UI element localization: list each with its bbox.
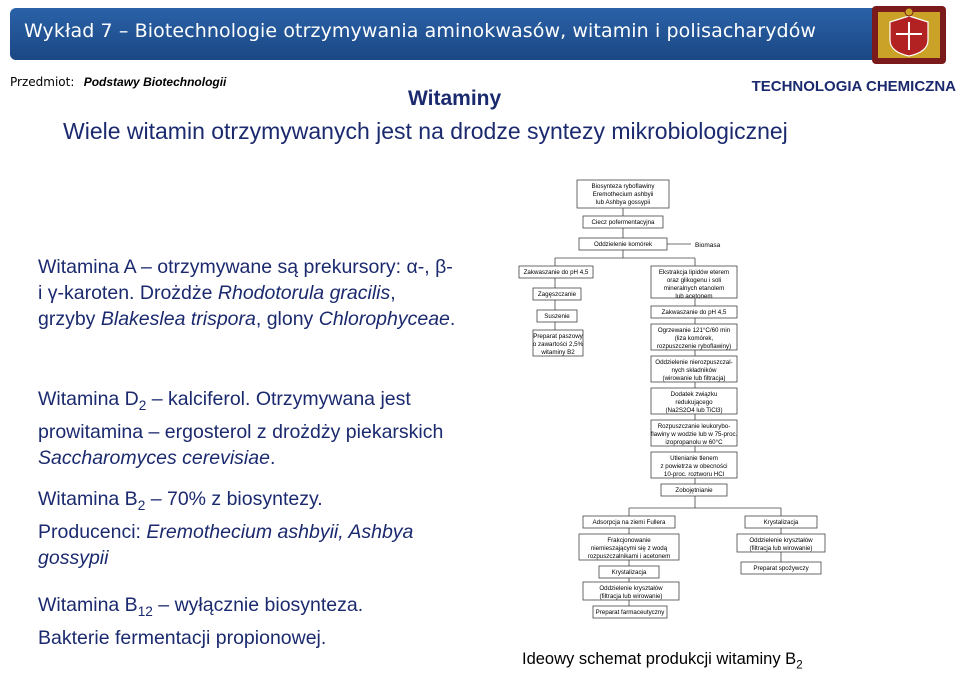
- flow-box-label: Krystalizacja: [611, 569, 647, 576]
- flow-box-label: lub acetonem: [675, 293, 713, 300]
- subject-prefix: Przedmiot:: [10, 75, 75, 89]
- flow-box-label: 10-proc. roztworu HCl: [663, 471, 725, 478]
- subscript: 12: [137, 603, 153, 619]
- flow-box-label: Utlenianie tlenem: [670, 455, 718, 462]
- flow-box-label: Dodatek związku: [670, 391, 718, 398]
- text-run: – kalciferol. Otrzymywana jest prowitamina – ergosterol z drożdży piekarskich: [38, 388, 444, 443]
- text-run: Bakterie fermentacji propionowej.: [38, 626, 327, 649]
- slide-header: [10, 8, 915, 60]
- text-run: Saccharomyces cerevisiae: [38, 446, 270, 469]
- vitamin-a-paragraph: [38, 254, 458, 332]
- flow-box-label: z powietrza w obecności: [660, 463, 728, 470]
- text-run: Witamina D: [38, 388, 139, 410]
- flow-box-label: (Na2S2O4 lub TiCl3): [665, 407, 723, 414]
- text-run: , grzyby: [38, 282, 396, 330]
- flow-box-label: Oddzielenie kryształów: [749, 537, 813, 544]
- text-run: Witamina A – otrzymywane są prekursory: α-, β- i γ-karoten. Drożdże: [38, 256, 453, 304]
- flow-box-label: Frakcjonowanie: [607, 537, 651, 544]
- flow-box-label: redukującego: [675, 399, 713, 406]
- text-run: .: [449, 308, 456, 330]
- flow-box-label: Oddzielenie komórek: [593, 241, 653, 248]
- text-run: Witamina B: [38, 488, 138, 510]
- flow-box-label: lub Ashbya gossypii: [595, 199, 651, 206]
- flow-box-label: witaminy B2: [541, 349, 575, 356]
- flow-box-label: Oddzielenie kryształów: [599, 585, 663, 592]
- flow-box-label: Ciecz pofermentacyjna: [591, 219, 655, 226]
- text-run: Chlorophyceae: [318, 308, 450, 330]
- flow-box-label: nych składników: [671, 367, 717, 374]
- text-run: Eremothecium ashbyii, Ashbya gossypii: [38, 520, 414, 569]
- flow-box-label: (filtracja lub wirowanie): [749, 545, 813, 552]
- flow-box-label: mineralnych etanolem: [663, 285, 725, 292]
- slide-subtitle: Wiele witamin otrzymywanych jest na drodze syntezy mikrobiologicznej: [63, 118, 788, 144]
- subscript: 2: [138, 397, 147, 413]
- flow-box-label: oraz glikogenu i soli: [666, 277, 722, 284]
- flow-box-label: rozpuszczenie ryboflawiny): [656, 343, 732, 350]
- flow-box-label: Ekstrakcja lipidów eterem: [658, 269, 730, 276]
- flow-box-label: Krystalizacja: [763, 519, 799, 526]
- biomass-label: Biomasa: [695, 242, 721, 249]
- flow-box-label: Zobojętnianie: [675, 487, 713, 494]
- caption-subscript: 2: [796, 659, 803, 672]
- flow-box-label: (liza komórek,: [674, 335, 714, 342]
- text-run: Rhodotorula gracilis: [217, 282, 391, 304]
- slide-title: Witaminy: [408, 87, 502, 110]
- subscript: 2: [137, 497, 146, 513]
- vitamin-d-paragraph: [38, 386, 458, 471]
- flow-box-label: Preparat farmaceutyczny: [595, 609, 665, 616]
- text-run: – wyłącznie biosynteza.: [152, 594, 364, 616]
- diagram-caption: [522, 650, 803, 671]
- flow-box-label: izopropanolu w 60°C: [665, 439, 723, 446]
- vitamin-b2-paragraph: [38, 486, 458, 571]
- flow-box-label: (filtracja lub wirowanie): [599, 593, 663, 600]
- vitamin-b12-paragraph: [38, 592, 458, 651]
- flow-box-label: Eremothecium ashbyii: [592, 191, 654, 198]
- flow-box-label: (wirowanie lub filtracja): [662, 375, 726, 382]
- flow-box-label: rozpuszczalnikami i acetonem: [587, 553, 671, 560]
- caption-text: Ideowy schemat produkcji witaminy B: [522, 650, 797, 668]
- text-run: Witamina B: [38, 594, 138, 616]
- text-run: Blakeslea trispora: [100, 308, 256, 330]
- header-title: Wykład 7 – Biotechnologie otrzymywania aminokwasów, witamin i polisacharydów: [24, 20, 817, 42]
- flow-box-label: Biosynteza ryboflawiny: [591, 183, 655, 190]
- flow-box-label: Adsorpcja na ziemi Fullera: [592, 519, 666, 526]
- text-run: Producenci:: [38, 520, 147, 543]
- text-run: .: [269, 446, 276, 469]
- department-label: TECHNOLOGIA CHEMICZNA: [751, 78, 956, 95]
- text-run: , glony: [255, 308, 319, 330]
- riboflavin-flow-diagram: [515, 178, 955, 648]
- flow-box-label: Rozpuszczanie leukorybo-: [657, 423, 731, 430]
- flow-box-label: Zakwaszanie do pH 4,5: [661, 309, 727, 316]
- subject-name: Podstawy Biotechnologii: [83, 75, 227, 89]
- flow-box-label: niemieszającymi się z wodą: [590, 545, 668, 552]
- flow-box-label: Zakwaszanie do pH 4,5: [523, 269, 589, 276]
- flow-box-label: flawiny w wodzie lub w 75-proc.: [650, 431, 738, 438]
- flow-box-label: Preparat paszowy: [533, 333, 583, 340]
- flow-box-label: Oddzielenie nierozpuszczal-: [655, 359, 733, 366]
- flow-box-label: o zawartości 2,5%: [532, 341, 584, 348]
- university-crest-icon: [866, 2, 952, 68]
- flow-box-label: Suszenie: [544, 313, 570, 320]
- text-run: – 70% z biosyntezy.: [145, 488, 323, 510]
- flow-box-label: Ogrzewanie 121°C/60 min: [657, 327, 731, 334]
- flow-box-label: Zagęszczanie: [537, 291, 577, 298]
- flow-box-label: Preparat spożywczy: [753, 565, 809, 572]
- subject-line: [10, 75, 226, 89]
